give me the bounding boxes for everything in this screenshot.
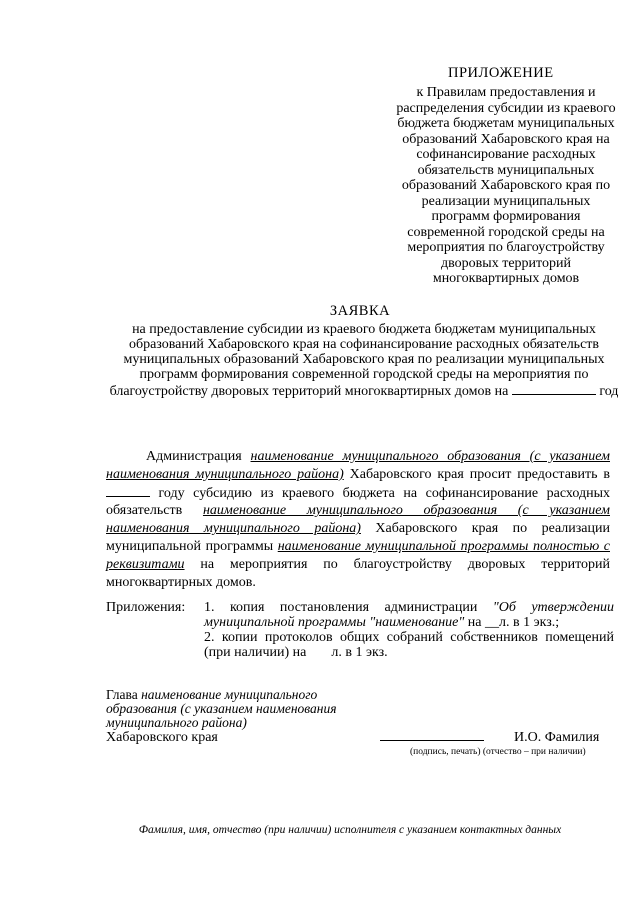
body-p4: Хабаровского края по реализации муниципальной программы bbox=[106, 521, 610, 554]
appendix-text: к Правилам предоставления и распределения субсидии из краевого бюджета бюджетам муниципальных образований Хабаровского края на софинансирование расходных обязательств муниципальных образований Хабаровского края по реализации муниципальных программ формирования современной городской среды на мероприятия по благоустройству дворовых территорий многоквартирных домов bbox=[396, 85, 616, 286]
head-title bbox=[106, 688, 381, 730]
body-year-blank[interactable] bbox=[106, 484, 150, 497]
request-subtitle-tail-start: домов на bbox=[454, 384, 509, 399]
request-title: ЗАЯВКА bbox=[329, 303, 391, 319]
body-p2: Хабаровского края просит предоставить в bbox=[349, 466, 611, 482]
attachments-label: Приложения: bbox=[106, 600, 186, 615]
signer-name: И.О. Фамилия bbox=[514, 730, 600, 745]
attachment-item-1-title: "Об утверждении муниципальной программы "наименование" bbox=[204, 600, 615, 630]
attachment-item-1-start: 1. копия постановления администрации bbox=[204, 600, 478, 615]
executor-footer: Фамилия, имя, отчество (при наличии) исполнителя с указанием контактных данных bbox=[138, 824, 562, 836]
head-region: Хабаровского края bbox=[106, 730, 218, 745]
attachment-item-1-end: на __л. в 1 экз.; bbox=[467, 615, 560, 630]
body-p1: Администрация bbox=[146, 449, 242, 464]
attachment-item-2-end: л. в 1 экз. bbox=[331, 645, 388, 660]
head-municipality-placeholder: наименование муниципального образования (с указанием наименования муниципального района) bbox=[106, 687, 337, 730]
request-body-paragraph bbox=[106, 448, 610, 591]
request-subtitle bbox=[104, 322, 624, 399]
head-label: Глава bbox=[106, 687, 138, 702]
signature-line[interactable] bbox=[380, 740, 484, 741]
year-blank[interactable] bbox=[512, 382, 596, 395]
body-municipality-placeholder-1: наименование муниципального образования (с указанием наименования муниципального района) bbox=[106, 449, 610, 482]
appendix-title: ПРИЛОЖЕНИЕ bbox=[448, 65, 554, 81]
request-subtitle-tail-end: год bbox=[599, 384, 619, 399]
request-subtitle-main: на предоставление субсидии из краевого бюджета бюджетам муниципальных образований Хабаровского края на софинансирование расходных обязательств муниципальных образований Хабаровского края по реализации муниципальных программ формирования современной городской среды на мероприятия по благоустройству дворовых территорий многоквартирных bbox=[109, 322, 605, 399]
signature-caption: (подпись, печать) (отчество – при наличии) bbox=[410, 747, 586, 757]
body-p3: году субсидию из краевого бюджета на софинансирование расходных обязательств bbox=[106, 485, 610, 519]
attachment-item-2: 2. копии протоколов общих собраний собственников помещений (при наличии) на bbox=[204, 630, 614, 660]
body-municipality-placeholder-2: наименование муниципального образования (с указанием наименования муниципального района) bbox=[106, 503, 610, 537]
body-p5: на мероприятия по благоустройству дворовых территорий многоквартирных домов. bbox=[106, 556, 611, 590]
body-program-placeholder: наименование муниципальной программы полностью с реквизитами bbox=[106, 538, 610, 572]
attachments-list bbox=[204, 600, 614, 660]
